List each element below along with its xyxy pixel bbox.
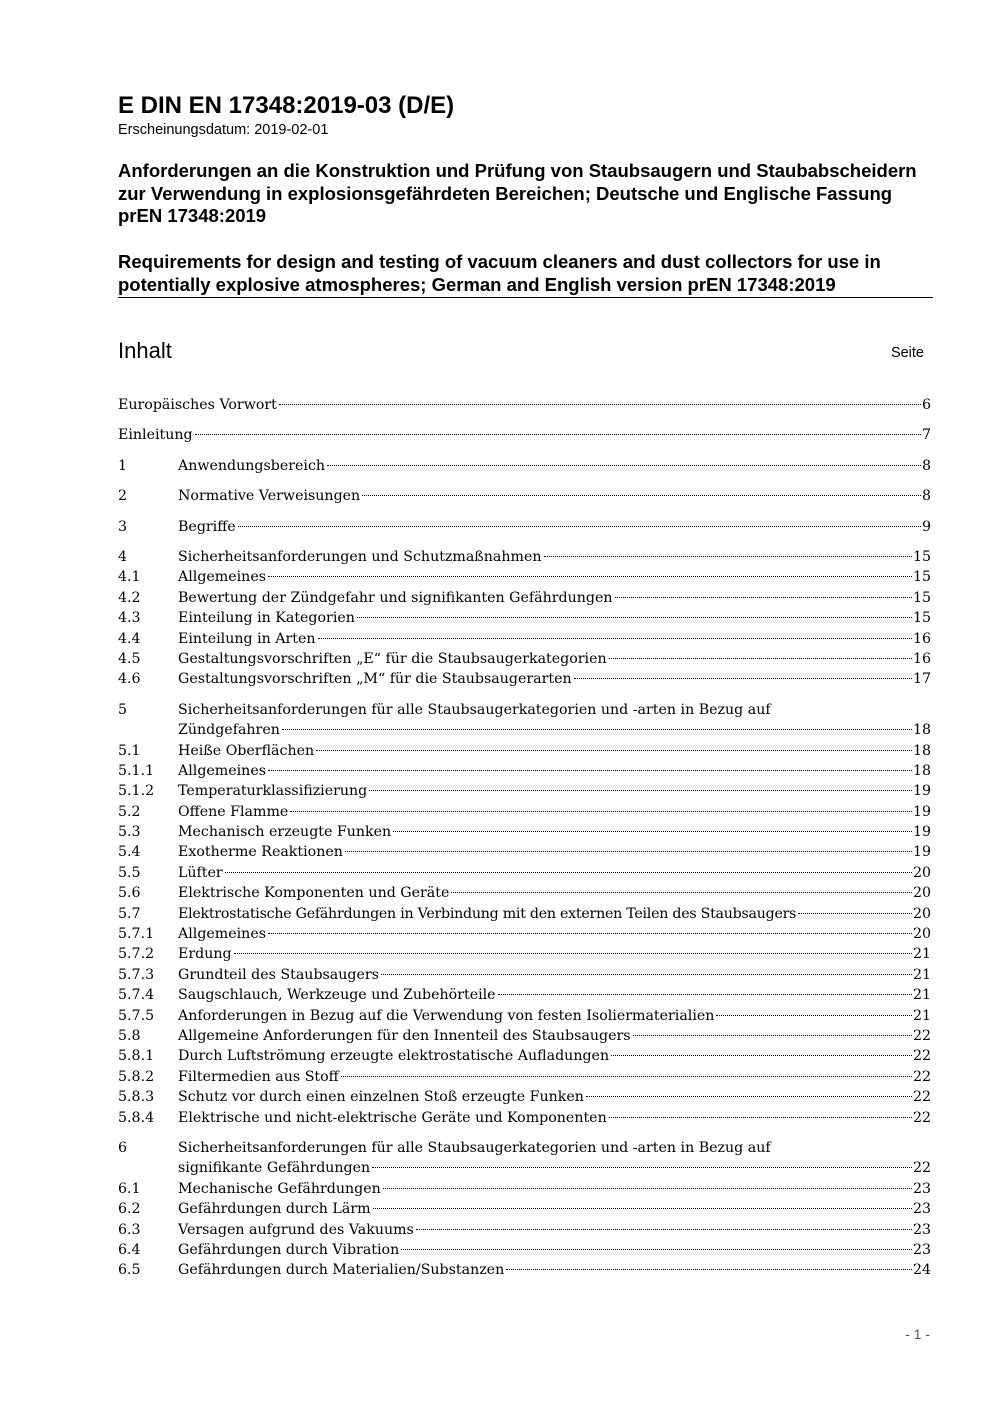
toc-entry[interactable] [118, 1199, 931, 1219]
toc-entry[interactable] [118, 567, 931, 587]
toc-entry-title: Versagen aufgrund des Vakuums [178, 1221, 414, 1238]
toc-entry-title: Mechanische Gefährdungen [178, 1180, 381, 1197]
toc-entry-page: 16 [912, 630, 931, 647]
toc-entry-page: 22 [912, 1048, 931, 1065]
toc-leader-dots [345, 851, 912, 852]
toc-entry-page: 19 [912, 824, 931, 841]
toc-entry-number: 6.3 [118, 1221, 141, 1238]
toc-leader-dots [633, 1035, 912, 1036]
toc-entry-page: 7 [921, 427, 931, 444]
toc-leader-dots [369, 790, 912, 791]
toc-leader-dots [318, 638, 912, 639]
toc-entry-page: 18 [912, 742, 931, 759]
toc-entry-number: 3 [118, 518, 128, 535]
toc-leader-dots [416, 1229, 912, 1230]
toc-entry-title: Europäisches Vorwort [118, 397, 277, 413]
toc-entry[interactable] [118, 822, 931, 842]
toc-entry[interactable] [118, 425, 931, 445]
toc-entry-title: Erdung [178, 946, 232, 963]
toc-entry-title: Allgemeines [178, 926, 266, 943]
toc-entry-title: Normative Verweisungen [178, 488, 361, 505]
toc-entry[interactable] [118, 883, 931, 903]
toc-entry-title: Gefährdungen durch Materialien/Substanzen [178, 1262, 505, 1279]
toc-entry-page: 8 [921, 488, 931, 505]
toc-entry-title: Filtermedien aus Stoff [178, 1068, 339, 1085]
toc-entry-title: Lüfter [178, 864, 223, 881]
toc-entry-page: 20 [912, 864, 931, 881]
toc-entry-number: 4.6 [118, 671, 141, 688]
toc-entry-page: 19 [912, 844, 931, 861]
toc-entry-title: Heiße Oberflächen [178, 742, 315, 759]
toc-entry-title: Temperaturklassifizierung [178, 783, 368, 800]
toc-entry-title: Anforderungen in Bezug auf die Verwendung von festen Isoliermaterialien [178, 1007, 715, 1024]
toc-leader-dots [609, 1117, 912, 1118]
toc-entry[interactable] [118, 1026, 931, 1046]
toc-entry[interactable] [118, 781, 931, 801]
toc-entry-title-line2: Zündgefahren [178, 722, 280, 739]
toc-leader-dots [362, 495, 921, 496]
toc-entry-number: 5.1.1 [118, 762, 155, 779]
toc-entry[interactable] [118, 517, 931, 537]
toc-entry-title-line1: Sicherheitsanforderungen für alle Staubsaugerkategorien und -arten in Bezug auf [178, 701, 771, 718]
toc-entry-number: 4 [118, 548, 128, 565]
toc-entry-page: 21 [912, 966, 931, 983]
toc-entry-page: 15 [912, 548, 931, 565]
toc-heading: Inhalt [118, 338, 172, 363]
toc-entry[interactable] [118, 1046, 931, 1066]
toc-entry[interactable] [118, 802, 931, 822]
toc-entry-title: Allgemeines [178, 762, 266, 779]
toc-entry-number: 5.7.5 [118, 1007, 155, 1024]
toc-entry-page: 20 [912, 885, 931, 902]
toc-entry-page: 23 [912, 1201, 931, 1218]
toc-leader-dots [279, 404, 921, 405]
toc-entry-number: 6.1 [118, 1180, 141, 1197]
toc-entry-page: 20 [912, 926, 931, 943]
toc-leader-dots [586, 1096, 912, 1097]
toc-entry-title: Begriffe [178, 518, 236, 535]
toc-leader-dots [327, 465, 921, 466]
toc-entry-number: 5.7.3 [118, 966, 155, 983]
toc-entry[interactable] [118, 1138, 931, 1179]
toc-entry[interactable] [118, 863, 931, 883]
toc-entry[interactable] [118, 1260, 931, 1280]
toc-entry-title: Einleitung [118, 427, 193, 444]
toc-entry-number: 5.4 [118, 844, 141, 861]
toc-entry[interactable] [118, 741, 931, 761]
toc-leader-dots [381, 974, 912, 975]
page-number: - 1 - [905, 1326, 930, 1342]
toc-entry-page: 18 [912, 722, 931, 739]
toc-entry[interactable] [118, 669, 931, 689]
title-divider [118, 297, 933, 298]
toc-entry-number: 5.1.2 [118, 783, 155, 800]
toc-entry-page: 8 [921, 457, 931, 474]
toc-entry[interactable] [118, 629, 931, 649]
toc-entry[interactable] [118, 608, 931, 628]
toc-entry-page: 22 [912, 1160, 931, 1177]
toc-entry-page: 9 [921, 518, 931, 535]
toc-leader-dots [357, 617, 912, 618]
toc-entry-page: 6 [921, 397, 931, 413]
toc-entry[interactable] [118, 588, 931, 608]
toc-leader-dots [238, 526, 921, 527]
toc-entry-page: 22 [912, 1109, 931, 1126]
toc-entry-page: 23 [912, 1241, 931, 1258]
toc-entry[interactable] [118, 1240, 931, 1260]
toc-entry-number: 5.7 [118, 905, 141, 922]
toc-entry-number: 5.2 [118, 803, 141, 820]
toc-entry[interactable] [118, 1067, 931, 1087]
toc-entry-page: 19 [912, 803, 931, 820]
toc-entry-page: 23 [912, 1180, 931, 1197]
toc-entry-number: 5.6 [118, 885, 141, 902]
toc-entry-number: 5.7.4 [118, 987, 155, 1004]
toc-entry-number: 4.1 [118, 569, 141, 586]
toc-leader-dots [451, 892, 912, 893]
toc-leader-dots [290, 811, 912, 812]
toc-leader-dots [609, 658, 912, 659]
toc-entry-page: 21 [912, 946, 931, 963]
toc-entry-page: 20 [912, 905, 931, 922]
toc-leader-dots [544, 556, 912, 557]
toc-entry[interactable] [118, 700, 931, 741]
toc-entry-page: 21 [912, 987, 931, 1004]
toc-leader-dots [268, 576, 912, 577]
toc-leader-dots [798, 913, 912, 914]
document-title: E DIN EN 17348:2019-03 (D/E) [118, 92, 455, 119]
toc-entry-number: 5.7.1 [118, 926, 155, 943]
table-of-contents [118, 395, 931, 1281]
toc-entry-page: 23 [912, 1221, 931, 1238]
toc-entry-page: 21 [912, 1007, 931, 1024]
toc-entry[interactable] [118, 649, 931, 669]
toc-page-column-label: Seite [890, 345, 924, 361]
toc-leader-dots [401, 1249, 912, 1250]
toc-entry-title: Exotherme Reaktionen [178, 844, 343, 861]
toc-entry-number: 5.7.2 [118, 946, 155, 963]
toc-entry-number: 5.8.1 [118, 1048, 155, 1065]
toc-entry-title: Sicherheitsanforderungen und Schutzmaßnahmen [178, 548, 542, 565]
toc-entry[interactable] [118, 1006, 931, 1026]
toc-entry[interactable] [118, 944, 931, 964]
toc-entry-number: 2 [118, 488, 128, 505]
toc-entry-title: Durch Luftströmung erzeugte elektrostatische Aufladungen [178, 1048, 610, 1065]
toc-entry[interactable] [118, 761, 931, 781]
toc-entry[interactable] [118, 395, 931, 415]
toc-leader-dots [282, 729, 912, 730]
toc-leader-dots [615, 597, 912, 598]
toc-entry-title: Saugschlauch, Werkzeuge und Zubehörteile [178, 987, 496, 1004]
toc-entry-number: 6 [118, 1139, 128, 1156]
toc-entry-title: Einteilung in Kategorien [178, 610, 355, 627]
toc-entry[interactable] [118, 1087, 931, 1107]
toc-entry[interactable] [118, 1108, 931, 1128]
toc-leader-dots [373, 1208, 912, 1209]
toc-entry[interactable] [118, 456, 931, 476]
toc-entry-number: 5.8.3 [118, 1089, 155, 1106]
toc-leader-dots [225, 872, 912, 873]
toc-entry[interactable] [118, 842, 931, 862]
toc-entry-number: 5.8.4 [118, 1109, 155, 1126]
toc-entry-title-line1: Sicherheitsanforderungen für alle Staubsaugerkategorien und -arten in Bezug auf [178, 1139, 771, 1156]
toc-entry-number: 5.8.2 [118, 1068, 155, 1085]
toc-entry-number: 5.3 [118, 824, 141, 841]
toc-leader-dots [195, 434, 921, 435]
toc-leader-dots [506, 1269, 912, 1270]
toc-entry-page: 24 [912, 1262, 931, 1279]
toc-entry-number: 4.3 [118, 610, 141, 627]
toc-entry-title: Schutz vor durch einen einzelnen Stoß erzeugte Funken [178, 1089, 584, 1106]
toc-entry-number: 4.2 [118, 589, 141, 606]
toc-entry-title: Offene Flamme [178, 803, 289, 820]
toc-leader-dots [234, 953, 912, 954]
release-date: Erscheinungsdatum: 2019-02-01 [118, 122, 329, 138]
toc-entry-number: 4.4 [118, 630, 141, 647]
toc-entry-title-line2: signifikante Gefährdungen [178, 1160, 371, 1177]
title-english: Requirements for design and testing of vacuum cleaners and dust collectors for use in potentially explosive atmospheres; German and English version prEN 17348:2019 [118, 251, 881, 295]
toc-entry-title: Gefährdungen durch Vibration [178, 1241, 400, 1258]
toc-entry-page: 15 [912, 610, 931, 627]
toc-entry[interactable] [118, 985, 931, 1005]
toc-entry[interactable] [118, 1179, 931, 1199]
toc-leader-dots [498, 994, 912, 995]
toc-entry-title: Einteilung in Arten [178, 630, 316, 647]
toc-entry-title: Gestaltungsvorschriften „E“ für die Staubsaugerkategorien [178, 650, 607, 667]
toc-entry-title: Elektrostatische Gefährdungen in Verbindung mit den externen Teilen des Staubsaugers [178, 905, 797, 922]
toc-entry-number: 6.2 [118, 1201, 141, 1218]
toc-entry-title: Mechanisch erzeugte Funken [178, 824, 392, 841]
toc-entry-title: Bewertung der Zündgefahr und signifikanten Gefährdungen [178, 589, 613, 606]
toc-leader-dots [393, 831, 912, 832]
toc-entry-title: Elektrische und nicht-elektrische Geräte und Komponenten [178, 1109, 607, 1126]
toc-entry-number: 5.1 [118, 742, 141, 759]
toc-entry-number: 1 [118, 457, 128, 474]
toc-entry-number: 6.5 [118, 1262, 141, 1279]
toc-entry-number: 5.8 [118, 1027, 141, 1044]
toc-leader-dots [316, 750, 912, 751]
toc-entry-title: Anwendungsbereich [178, 457, 326, 474]
toc-entry-title: Allgemeines [178, 569, 266, 586]
toc-leader-dots [611, 1055, 912, 1056]
title-german: Anforderungen an die Konstruktion und Prüfung von Staubsaugern und Staubabscheidern zur Verwendung in explosionsgefährdeten Bereichen; Deutsche und Englische Fassung prEN 17348:2019 [118, 160, 917, 226]
toc-leader-dots [268, 933, 912, 934]
toc-entry[interactable] [118, 924, 931, 944]
toc-leader-dots [716, 1015, 912, 1016]
toc-entry[interactable] [118, 547, 931, 567]
toc-entry[interactable] [118, 965, 931, 985]
toc-entry[interactable] [118, 1220, 931, 1240]
toc-entry[interactable] [118, 904, 931, 924]
toc-entry-number: 4.5 [118, 650, 141, 667]
toc-entry-page: 22 [912, 1068, 931, 1085]
toc-entry-number: 5.5 [118, 864, 141, 881]
toc-leader-dots [574, 678, 912, 679]
toc-entry-page: 15 [912, 589, 931, 606]
toc-entry-title: Gefährdungen durch Lärm [178, 1201, 371, 1218]
toc-entry-page: 18 [912, 762, 931, 779]
toc-entry[interactable] [118, 486, 931, 506]
toc-leader-dots [372, 1167, 912, 1168]
toc-entry-page: 22 [912, 1027, 931, 1044]
toc-entry-page: 15 [912, 569, 931, 586]
toc-entry-title: Gestaltungsvorschriften „M“ für die Staubsaugerarten [178, 671, 572, 688]
toc-entry-number: 5 [118, 701, 128, 718]
toc-leader-dots [341, 1076, 912, 1077]
toc-entry-title: Grundteil des Staubsaugers [178, 966, 379, 983]
toc-entry-page: 16 [912, 650, 931, 667]
toc-entry-title: Allgemeine Anforderungen für den Innenteil des Staubsaugers [178, 1027, 631, 1044]
toc-leader-dots [383, 1188, 912, 1189]
toc-leader-dots [268, 770, 912, 771]
toc-entry-page: 19 [912, 783, 931, 800]
toc-entry-page: 22 [912, 1089, 931, 1106]
toc-entry-page: 17 [912, 671, 931, 688]
toc-entry-title: Elektrische Komponenten und Geräte [178, 885, 450, 902]
toc-entry-number: 6.4 [118, 1241, 141, 1258]
